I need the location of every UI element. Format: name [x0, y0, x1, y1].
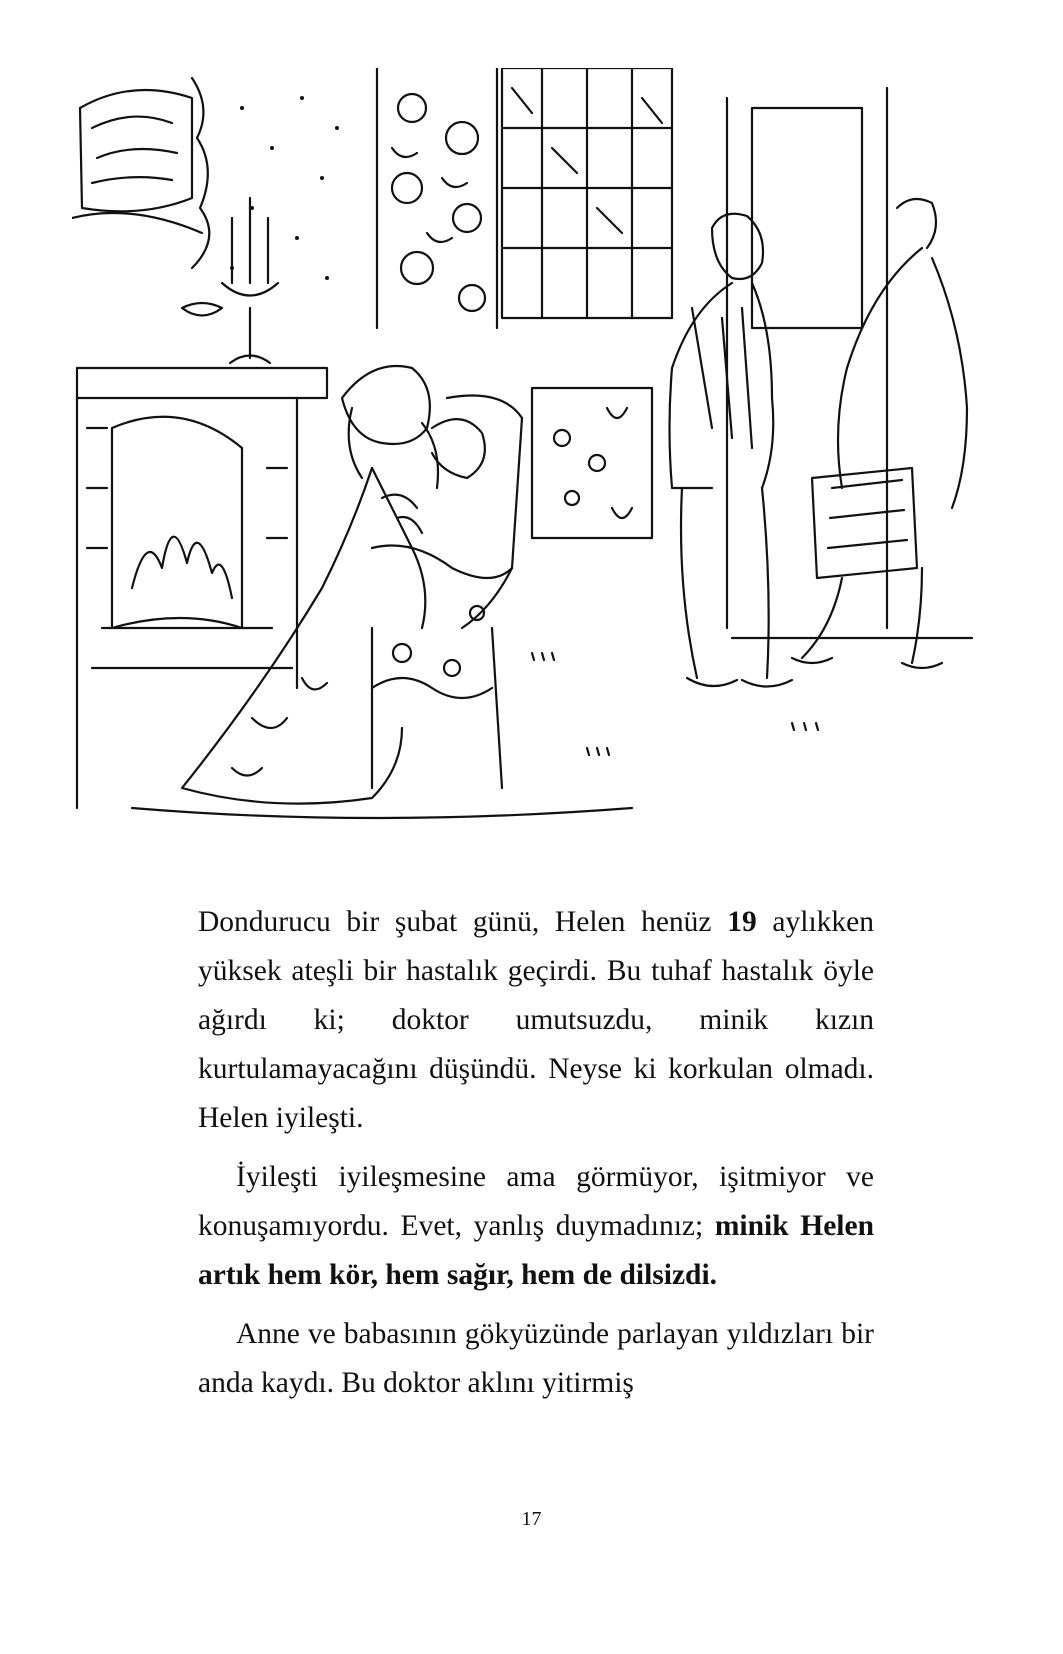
walking-man-drawing [792, 199, 967, 668]
paragraph-2-bold-text: minik Helen artık hem kör, hem sağır, hem de dilsizdi. [198, 1210, 874, 1291]
illustration-sickroom-scene [72, 68, 992, 868]
curtain-drawing [377, 68, 497, 328]
mother-and-child-drawing [182, 366, 485, 804]
body-text [198, 898, 874, 1408]
floor-marks-drawing [132, 653, 818, 818]
wallpaper-dots [230, 96, 339, 280]
fireplace-drawing [77, 368, 327, 808]
mirror-drawing [72, 78, 209, 268]
paragraph-1-text-b: aylıkken yüksek ateşli bir hastalık geçirdi. Bu tuhaf hastalık öyle ağırdı ki; doktor umutsuzdu, minik kızın kurtulamayacağını düşündü. Neyse ki korkulan olmadı. Helen iyileşti. [198, 906, 874, 1134]
paragraph-1-text-a: Dondurucu bir şubat günü, Helen henüz [198, 906, 728, 938]
cabinet-drawing [532, 388, 652, 538]
page-number: 17 [521, 1508, 542, 1530]
paragraph-3-text: Anne ve babasının gökyüzünde parlayan yıldızları bir anda kaydı. Bu doktor aklını yitirmiş [198, 1318, 874, 1399]
paragraph-3 [198, 1310, 874, 1408]
paragraph-1 [198, 898, 874, 1143]
window-drawing [502, 68, 672, 318]
paragraph-2 [198, 1153, 874, 1300]
standing-man-drawing [670, 214, 793, 687]
paragraph-2-text: İyileşti iyileşmesine ama görmüyor, işitmiyor ve konuşamıyordu. Evet, yanlış duymadınız; [198, 1161, 874, 1242]
paragraph-1-bold-age: 19 [727, 906, 757, 938]
candelabra-drawing [182, 198, 278, 363]
armchair-drawing [372, 396, 522, 789]
